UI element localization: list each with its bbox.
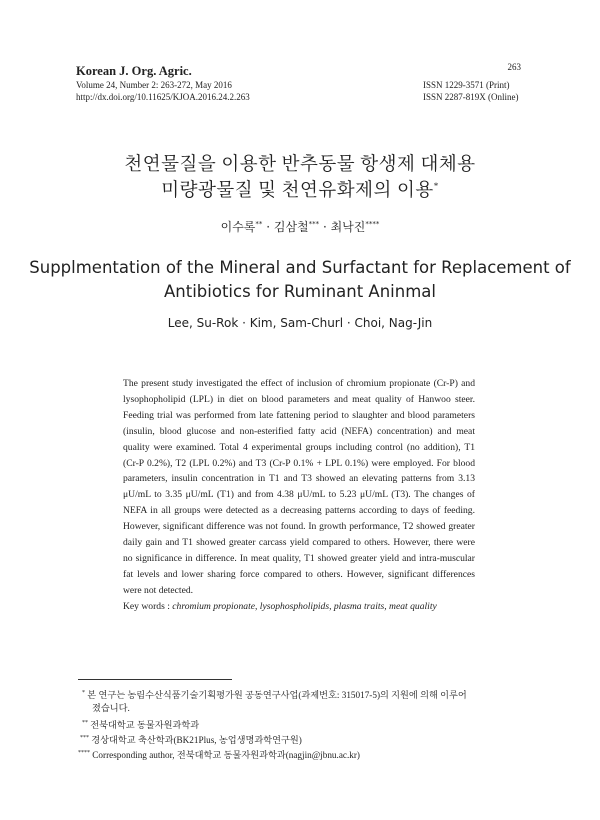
author-ko-1: 이수록 xyxy=(220,220,256,234)
footnote-mark: * xyxy=(82,690,85,696)
footnote-text: 본 연구는 농림수산식품기술기획평가원 공동연구사업(과제번호: 315017-5)의 지원에 의해 이루어 xyxy=(85,690,467,701)
keywords xyxy=(123,601,483,612)
english-title-line-2: Antibiotics for Ruminant Aninmal xyxy=(164,282,436,301)
volume-line: Volume 24, Number 2: 263-272, May 2016 xyxy=(76,80,232,90)
author-ko-2: 김삼철 xyxy=(273,220,309,234)
author-separator: · xyxy=(319,220,331,234)
author-ko-3-mark: **** xyxy=(365,220,380,228)
english-title-line-1: Supplmentation of the Mineral and Surfactant for Replacement of xyxy=(29,258,571,277)
page-number: 263 xyxy=(507,62,521,72)
author-ko-2-mark: *** xyxy=(308,220,320,228)
keywords-label: Key words : xyxy=(123,601,173,612)
english-authors: Lee, Su-Rok · Kim, Sam-Churl · Choi, Nag-Jin xyxy=(167,316,433,330)
footnote-text: 졌습니다. xyxy=(92,703,130,713)
korean-authors xyxy=(0,218,600,235)
issn-info xyxy=(423,79,519,103)
volume-info xyxy=(76,79,250,103)
korean-title-line-1: 천연물질을 이용한 반추동물 항생제 대체용 xyxy=(124,155,476,175)
author-ko-3: 최낙진 xyxy=(330,220,366,234)
footnote-4 xyxy=(78,746,360,763)
footnote-divider xyxy=(78,679,232,680)
footnote-mark: **** xyxy=(78,750,90,756)
author-separator: · xyxy=(262,220,274,234)
author-ko-1-mark: ** xyxy=(255,220,263,228)
abstract: The present study investigated the effect of inclusion of chromium propionate (Cr-P) and lysophopholipid (LPL) in diet on blood parameters and meat quality of Hanwoo steer. Feeding trial was performed from late fattening period to slaughter and blood parameters (insulin, blood glucose and non-esterified fatty acid (NEFA) concentration) and meat quality were examined. Total 4 experimental groups including control (no addition), T1 (Cr-P 0.2%), T2 (LPL 0.2%) and T3 (Cr-P 0.1% + LPL 0.1%) were employed. For blood parameters, insulin concentration in T1 and T3 showed an elevating patterns from 3.13 μU/mL to 3.35 μU/mL (T1) and from 4.38 μU/mL to 5.23 μU/mL (T3). The changes of NEFA in all groups were detected as a decreasing patterns according to days of feeding. However, significant difference was not found. In growth performance, T2 showed greater daily gain and T1 showed greater carcass yield compared to others. However, there were no significance in difference. In meat quality, T1 showed greater yield and intra-muscular fat levels and lower sharing force compared to others. However, significant differences were not detected. xyxy=(123,378,475,596)
footnote-text: Corresponding author, 전북대학교 동물자원과학과(nagjin@jbnu.ac.kr) xyxy=(90,750,360,761)
footnote-text: 전북대학교 동물자원과학과 xyxy=(88,720,200,731)
issn-print: ISSN 1229-3571 (Print) xyxy=(423,80,510,90)
journal-name: Korean J. Org. Agric. xyxy=(76,64,192,78)
doi-link[interactable]: http://dx.doi.org/10.11625/KJOA.2016.24.2.263 xyxy=(76,92,250,102)
footnote-1 xyxy=(82,686,467,703)
korean-title-line-2-text: 미량광물질 및 천연유화제의 이용 xyxy=(161,181,434,201)
footnote-mark: *** xyxy=(80,735,89,741)
footnote-text: 경상대학교 축산학과(BK21Plus, 농업생명과학연구원) xyxy=(89,735,302,746)
korean-title-line-2 xyxy=(0,176,600,202)
keywords-terms: chromium propionate, lysophospholipids, plasma traits, meat quality xyxy=(172,601,437,612)
title-footnote-mark: * xyxy=(433,180,439,191)
issn-online: ISSN 2287-819X (Online) xyxy=(423,92,519,102)
footnote-1-continued xyxy=(92,701,130,716)
footnote-mark: ** xyxy=(82,720,88,726)
